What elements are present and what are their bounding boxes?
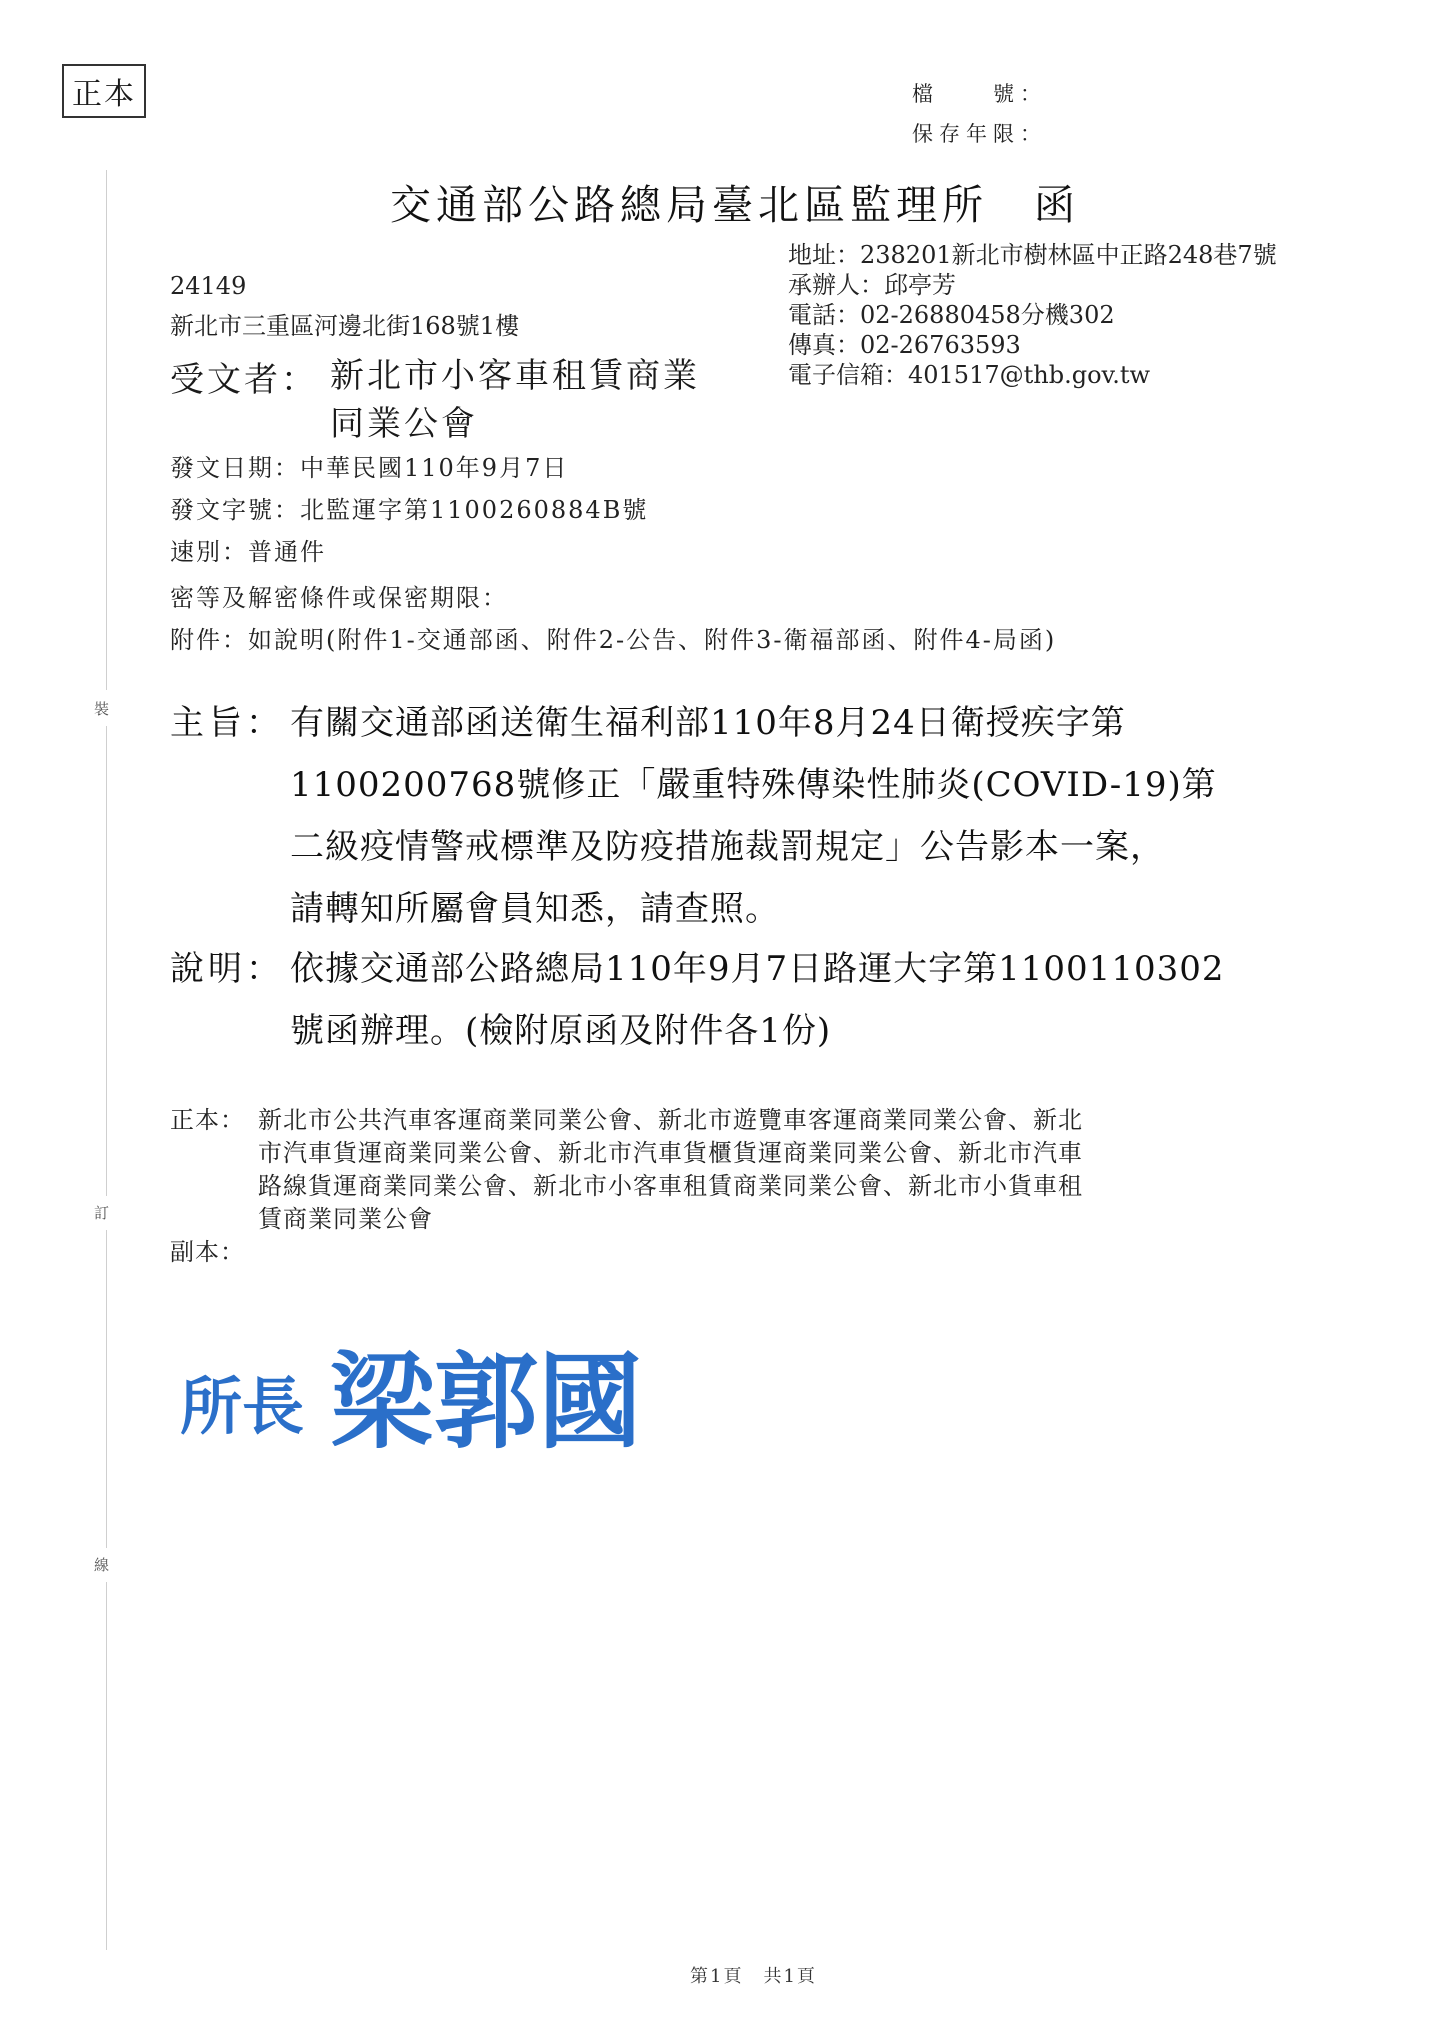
- original-recipients-line2: 市汽車貨運商業同業公會、新北市汽車貨櫃貨運商業同業公會、新北市汽車: [258, 1139, 1083, 1167]
- subject-label: 主旨：: [170, 703, 284, 743]
- signature-title-text: 所長: [180, 1370, 305, 1443]
- document-title: 交通部公路總局臺北區監理所 函: [390, 181, 1080, 229]
- secrecy-level: 密等及解密條件或保密期限：: [170, 584, 508, 612]
- fax-number: 傳真：02-26763593: [788, 331, 1021, 359]
- recipient-address: 新北市三重區河邊北街168號1樓: [170, 312, 520, 340]
- recipient-name: [330, 352, 750, 448]
- director-signature-stamp: [180, 1320, 760, 1460]
- issue-date: 發文日期：中華民國110年9月7日: [170, 454, 569, 482]
- binding-mark-1: 裝: [94, 700, 110, 718]
- subject-line3: 二級疫情警戒標準及防疫措施裁罰規定」公告影本一案，: [290, 827, 1165, 867]
- subject-line2: 1100200768號修正「嚴重特殊傳染性肺炎(COVID-19)第: [290, 765, 1217, 805]
- phone-number: 電話：02-26880458分機302: [788, 301, 1115, 329]
- original-copy-stamp: 正本: [62, 64, 146, 118]
- subject-line4: 請轉知所屬會員知悉，請查照。: [290, 889, 780, 929]
- delivery-speed: 速別：普通件: [170, 538, 326, 566]
- binding-mark-3: 線: [94, 1556, 110, 1574]
- signature-name-text: 梁郭國: [330, 1340, 643, 1460]
- binding-line-segment: [106, 1582, 107, 1950]
- recipient-name-line2: 同業公會: [330, 404, 478, 444]
- explanation-line1: 依據交通部公路總局110年9月7日路運大字第1100110302: [290, 949, 1225, 989]
- attachments-line: 附件：如說明(附件1-交通部函、附件2-公告、附件3-衛福部函、附件4-局函): [170, 626, 1057, 654]
- retention-period-label: 保存年限：: [912, 122, 1047, 146]
- sender-address: 地址：238201新北市樹林區中正路248巷7號: [788, 241, 1277, 269]
- original-recipients-label: 正本：: [170, 1106, 245, 1134]
- handler-name: 承辦人：邱亭芳: [788, 271, 956, 299]
- sender-contact-block: [788, 240, 1277, 390]
- file-number-label: 檔 號：: [912, 82, 1047, 106]
- explanation-label: 說明：: [170, 949, 284, 989]
- recipient-label: 受文者：: [170, 360, 318, 400]
- subject-section: [170, 692, 1217, 940]
- recipient-name-line1: 新北市小客車租賃商業: [330, 356, 700, 396]
- original-recipients-line4: 賃商業同業公會: [258, 1205, 433, 1233]
- binding-line: [92, 170, 122, 1950]
- binding-line-segment: [106, 726, 107, 1196]
- recipient-postcode: 24149: [170, 272, 247, 300]
- distribution-section: [170, 1104, 1083, 1269]
- explanation-section: [170, 938, 1224, 1062]
- subject-line1: 有關交通部函送衛生福利部110年8月24日衛授疾字第: [290, 703, 1126, 743]
- binding-line-segment: [106, 170, 107, 690]
- original-recipients-line1: 新北市公共汽車客運商業同業公會、新北市遊覽車客運商業同業公會、新北: [258, 1106, 1083, 1134]
- binding-mark-2: 訂: [94, 1204, 110, 1222]
- binding-line-segment: [106, 1230, 107, 1548]
- copy-recipients-label: 副本：: [170, 1238, 245, 1266]
- original-recipients-line3: 路線貨運商業同業公會、新北市小客車租賃商業同業公會、新北市小貨車租: [258, 1172, 1083, 1200]
- page-number-footer: 第1頁 共1頁: [690, 1966, 817, 1987]
- email-address: 電子信箱：401517@thb.gov.tw: [788, 361, 1151, 389]
- explanation-line2: 號函辦理。(檢附原函及附件各1份): [290, 1011, 832, 1051]
- document-number: 發文字號：北監運字第1100260884B號: [170, 496, 649, 524]
